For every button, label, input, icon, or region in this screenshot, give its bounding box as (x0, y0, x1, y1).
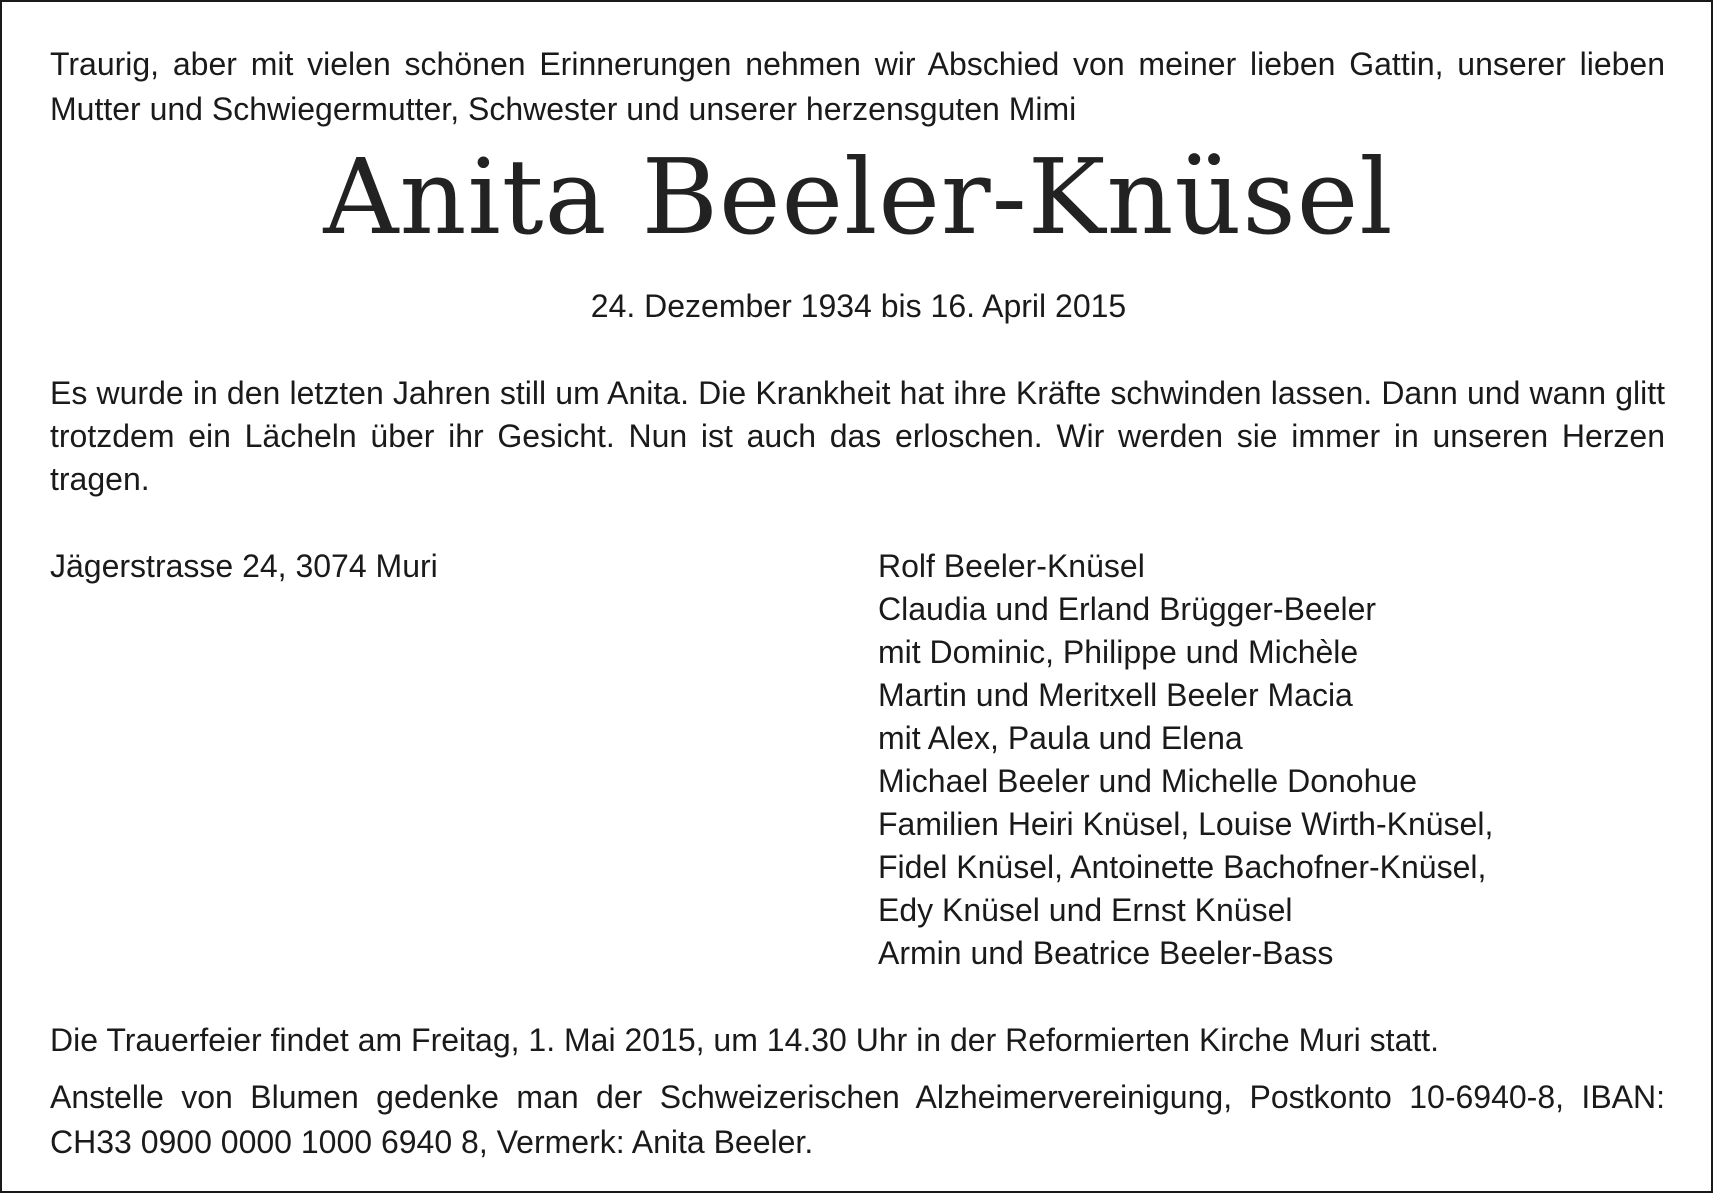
mourner-line: Rolf Beeler-Knüsel (878, 548, 1145, 584)
mourner-line: Claudia und Erland Brügger-Beeler (878, 591, 1377, 627)
deceased-name: Anita Beeler-Knüsel (323, 136, 1394, 258)
mourner-line: Familien Heiri Knüsel, Louise Wirth-Knüsel, (878, 806, 1494, 842)
mourner-line: mit Alex, Paula und Elena (878, 720, 1243, 756)
mourner-line: Fidel Knüsel, Antoinette Bachofner-Knüsel, (878, 849, 1487, 885)
ceremony-info: Die Trauerfeier findet am Freitag, 1. Mai 2015, um 14.30 Uhr in der Reformierten Kirche Muri statt. (50, 1022, 1440, 1058)
donation-info: Anstelle von Blumen gedenke man der Schweizerischen Alzheimervereinigung, Postkonto 10-6940-8, IBAN: CH33 0900 0000 1000 6940 8, Vermerk: Anita Beeler. (50, 1079, 1665, 1160)
mourner-line: Edy Knüsel und Ernst Knüsel (878, 892, 1293, 928)
mourner-line: mit Dominic, Philippe und Michèle (878, 634, 1359, 670)
mourner-line: Armin und Beatrice Beeler-Bass (878, 935, 1334, 971)
life-dates: 24. Dezember 1934 bis 16. April 2015 (590, 288, 1127, 324)
mourner-line: Martin und Meritxell Beeler Macia (878, 677, 1353, 713)
mourner-line: Michael Beeler und Michelle Donohue (878, 763, 1417, 799)
intro-text: Traurig, aber mit vielen schönen Erinnerungen nehmen wir Abschied von meiner lieben Gattin, unserer lieben Mutter und Schwiegermutter, Schwester und unserer herzensguten Mimi (50, 46, 1665, 127)
mourners-list (878, 545, 1493, 975)
family-address: Jägerstrasse 24, 3074 Muri (50, 548, 438, 584)
message-text: Es wurde in den letzten Jahren still um Anita. Die Krankheit hat ihre Kräfte schwinden lassen. Dann und wann glitt trotzdem ein Lächeln über ihr Gesicht. Nun ist auch das erloschen. Wir werden sie immer in unseren Herzen tragen. (50, 375, 1665, 497)
